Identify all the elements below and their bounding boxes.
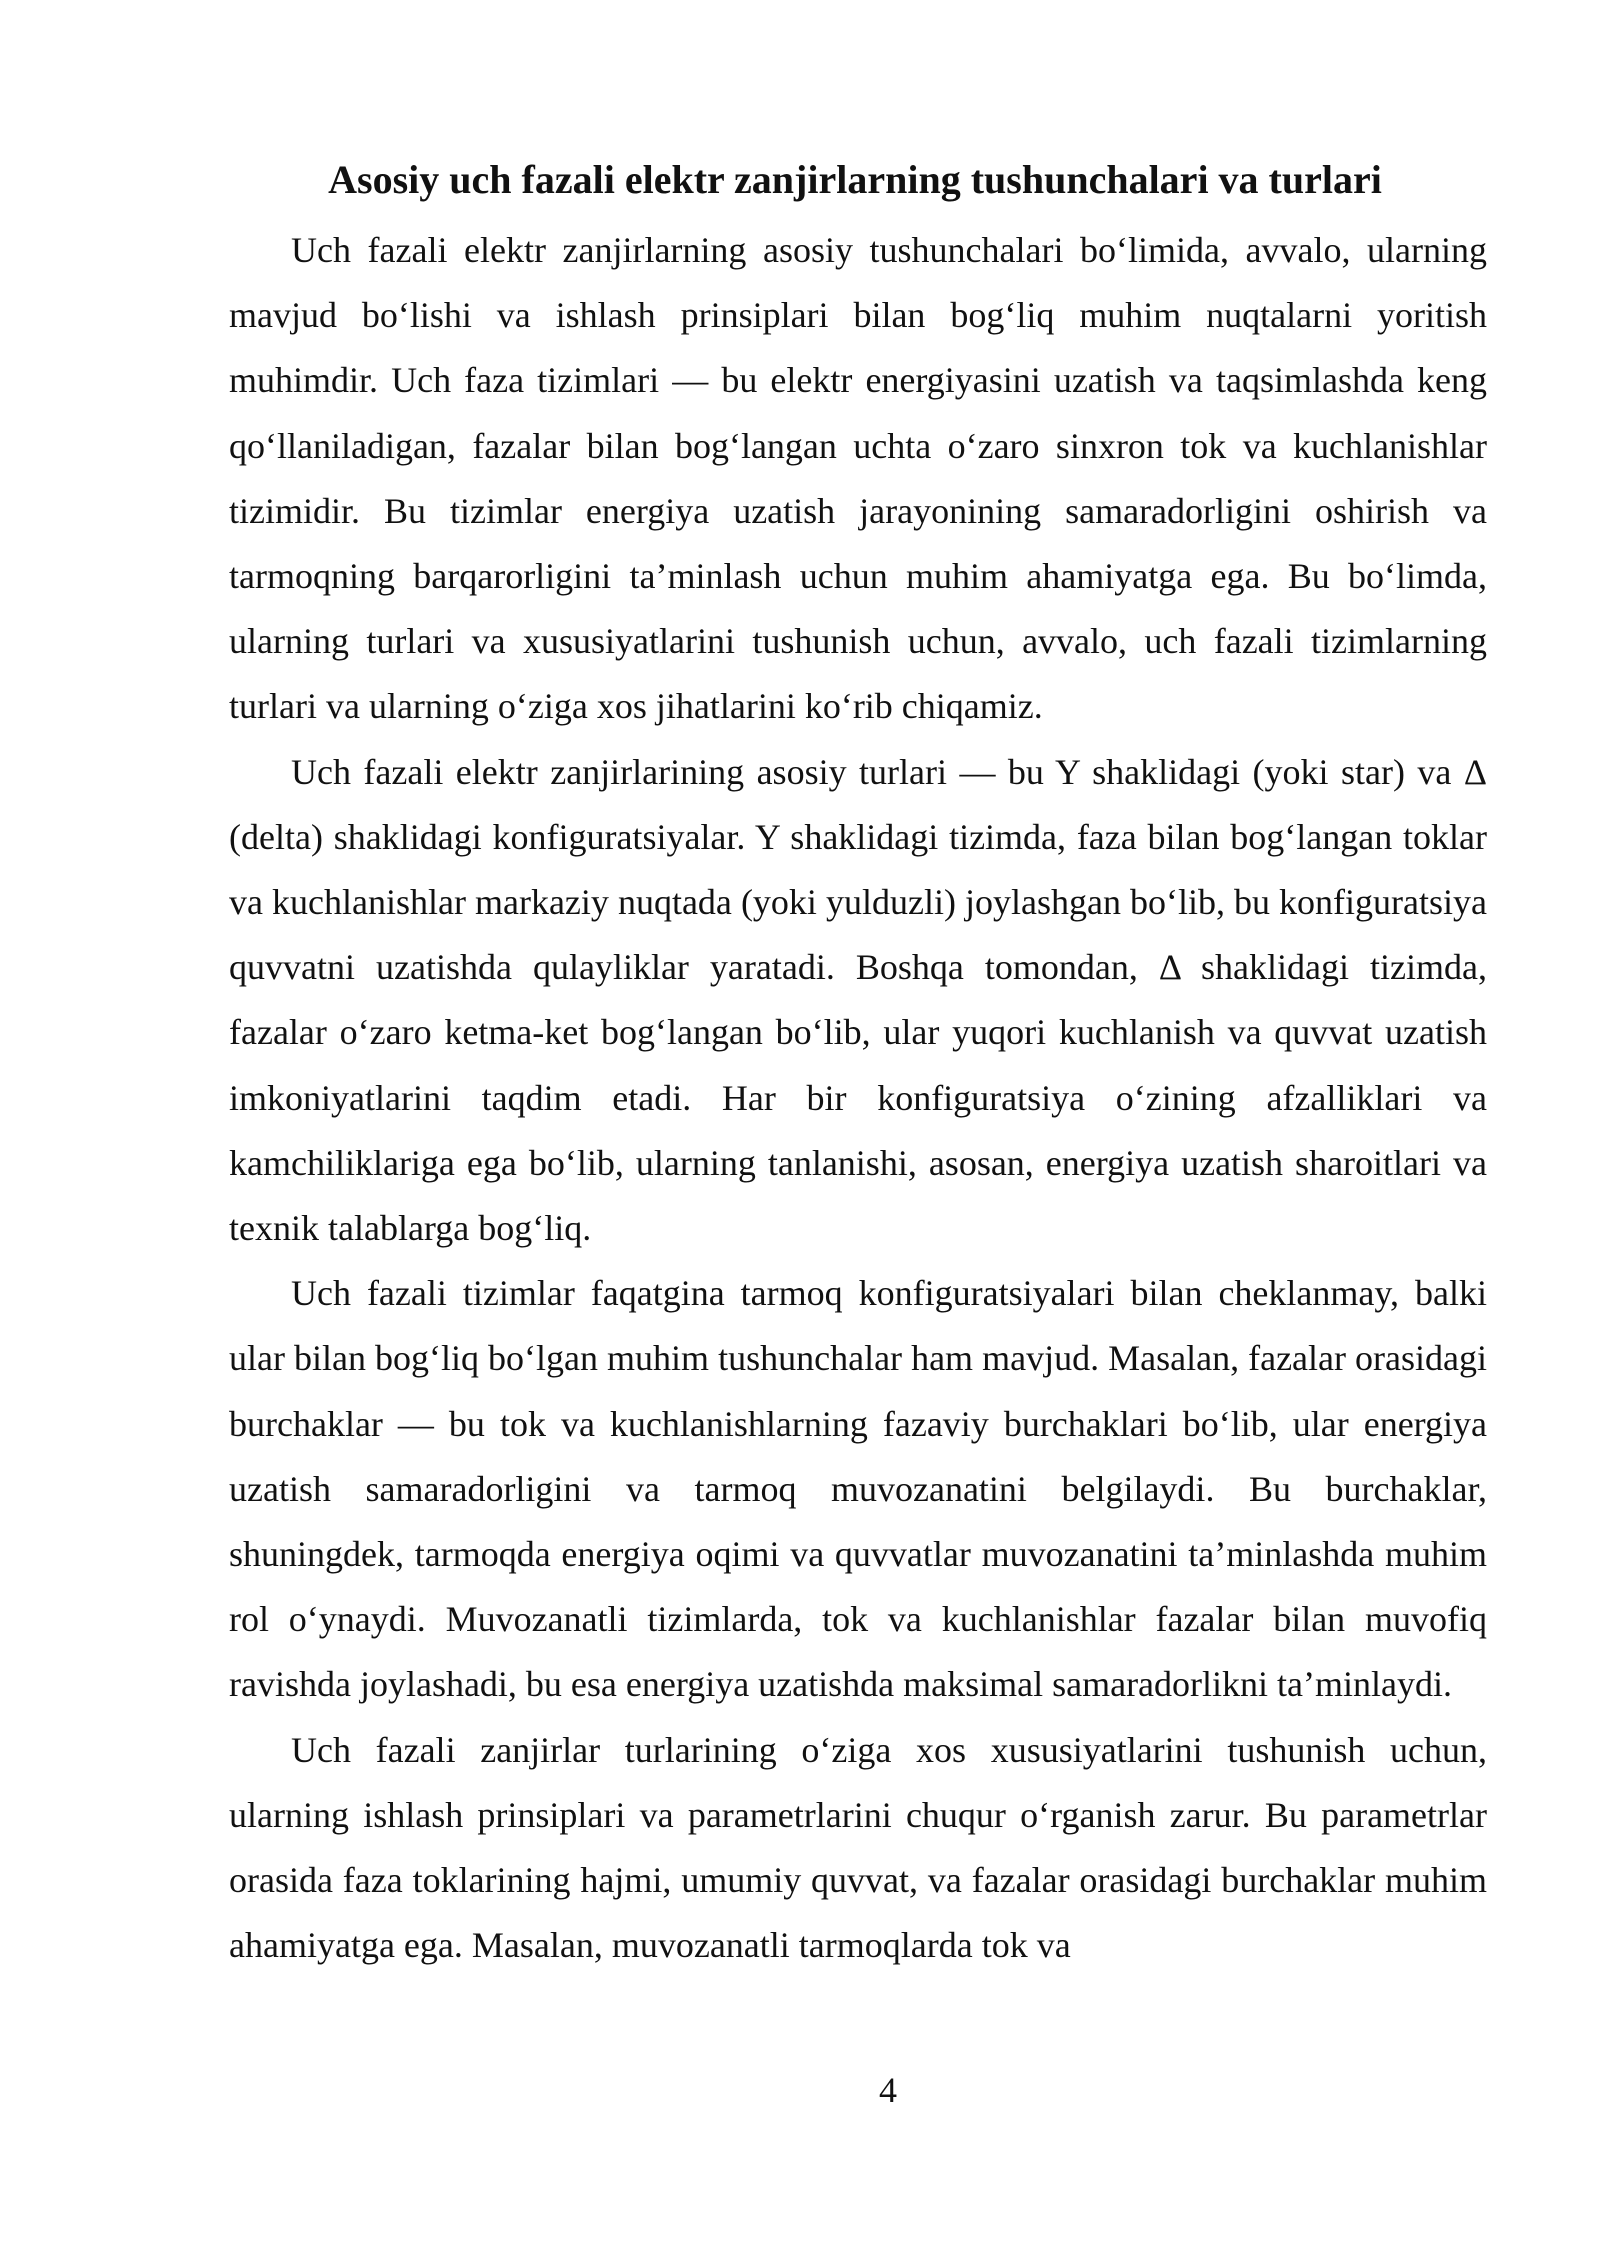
paragraph-2: Uch fazali elektr zanjirlarining asosiy turlari — bu Y shaklidagi (yoki star) va Δ (delta) shaklidagi konfiguratsiyalar. Y shaklidagi tizimda, faza bilan bog‘langan toklar va kuchlanishlar markaziy nuqtada (yoki yulduzli) joylashgan bo‘lib, bu konfiguratsiya quvvatni uzatishda qulayliklar yaratadi. Boshqa tomondan, Δ shaklidagi tizimda, fazalar o‘zaro ketma-ket bog‘langan bo‘lib, ular yuqori kuchlanish va quvvat uzatish imkoniyatlarini taqdim etadi. Har bir konfiguratsiya o‘zining afzalliklari va kamchiliklariga ega bo‘lib, ularning tanlanishi, asosan, energiya uzatish sharoitlari va texnik talablarga bog‘liq.	[229, 751, 1487, 1249]
section-heading: Asosiy uch fazali elektr zanjirlarning tushunchalari va turlari	[328, 157, 1382, 202]
paragraph-4: Uch fazali zanjirlar turlarining o‘ziga xos xususiyatlarini tushunish uchun, ularning ishlash prinsiplari va parametrlarini chuqur o‘rganish zarur. Bu parametrlar orasida faza toklarining hajmi, umumiy quvvat, va fazalar orasidagi burchaklar muhim ahamiyatga ega. Masalan, muvozanatli tarmoqlarda tok va	[229, 1729, 1487, 1966]
body-text	[229, 218, 1487, 1978]
paragraph-3: Uch fazali tizimlar faqatgina tarmoq konfiguratsiyalari bilan cheklanmay, balki ular bilan bog‘liq bo‘lgan muhim tushunchalar ham mavjud. Masalan, fazalar orasidagi burchaklar — bu tok va kuchlanishlarning fazaviy burchaklari bo‘lib, ular energiya uzatish samaradorligini va tarmoq muvozanatini belgilaydi. Bu burchaklar, shuningdek, tarmoqda energiya oqimi va quvvatlar muvozanatini ta’minlashda muhim rol o‘ynaydi. Muvozanatli tizimlarda, tok va kuchlanishlar fazalar bilan muvofiq ravishda joylashadi, bu esa energiya uzatishda maksimal samaradorlikni ta’minlaydi.	[229, 1273, 1487, 1705]
page-number: 4	[879, 2070, 897, 2110]
paragraph-1: Uch fazali elektr zanjirlarning asosiy tushunchalari bo‘limida, avvalo, ularning mavjud bo‘lishi va ishlash prinsiplari bilan bog‘liq muhim nuqtalarni yoritish muhimdir. Uch faza tizimlari — bu elektr energiyasini uzatish va taqsimlashda keng qo‘llaniladigan, fazalar bilan bog‘langan uchta o‘zaro sinxron tok va kuchlanishlar tizimidir. Bu tizimlar energiya uzatish jarayonining samaradorligini oshirish va tarmoqning barqarorligini ta’minlash uchun muhim ahamiyatga ega. Bu bo‘limda, ularning turlari va xususiyatlarini tushunish uchun, avvalo, uch fazali tizimlarning turlari va ularning o‘ziga xos jihatlarini ko‘rib chiqamiz.	[229, 230, 1487, 727]
